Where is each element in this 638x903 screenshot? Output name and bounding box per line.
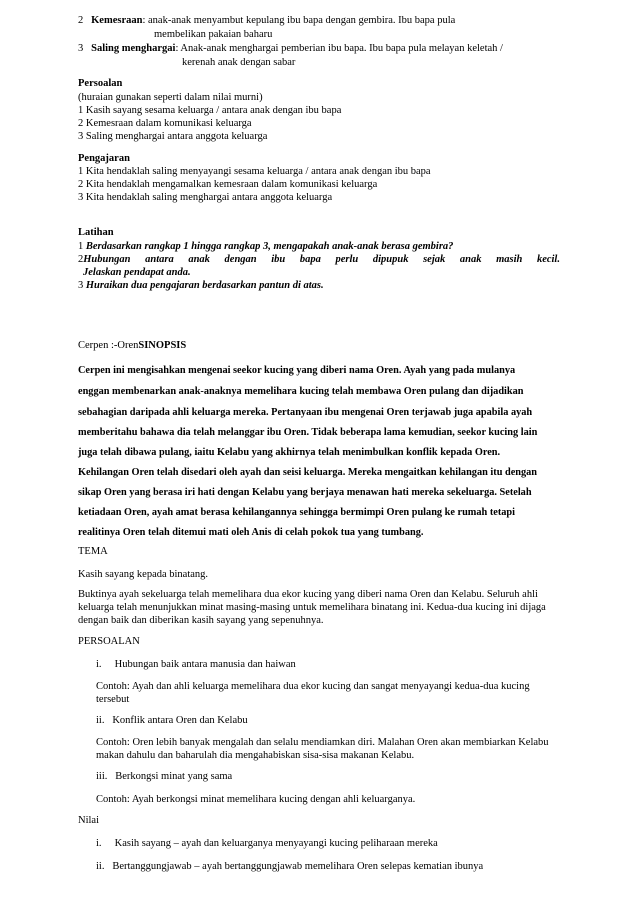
persoalan2-contoh: Contoh: Ayah dan ahli keluarga memelihara dua ekor kucing dan sangat menyayangi kedua-dua kucing <box>96 681 530 692</box>
synopsis-line: juga telah dibawa pulang, iaitu Kelabu yang akhirnya telah menimbulkan konflik kepada Oren. <box>78 447 501 458</box>
tema-paragraph-line: keluarga telah menunjukkan minat masing-masing untuk memelihara binatang ini. Kedua-dua kucing ini dijaga <box>78 602 546 613</box>
persoalan-note: (huraian gunakan seperti dalam nilai murni) <box>78 92 263 103</box>
persoalan2-contoh: Contoh: Ayah berkongsi minat memelihara kucing dengan ahli keluarganya. <box>96 794 416 805</box>
persoalan2-heading: PERSOALAN <box>78 636 140 647</box>
cerpen-title: Cerpen :-OrenSINOPSIS <box>78 340 187 351</box>
nilai-item: ii. Bertanggungjawab – ayah bertanggungjawab memelihara Oren selepas kematian ibunya <box>96 861 484 872</box>
nilai-list-item: 2 Kemesraan: anak-anak menyambut kepulang ibu bapa dengan gembira. Ibu bapa pula <box>78 15 456 26</box>
nilai-list-item: 3 Saling menghargai: Anak-anak menghargai pemberian ibu bapa. Ibu bapa pula melayan keletah / <box>78 43 503 54</box>
tema-text: Kasih sayang kepada binatang. <box>78 569 209 580</box>
persoalan-heading: Persoalan <box>78 78 123 89</box>
synopsis-line: memberitahu bahawa dia telah melanggar ibu Oren. Tidak beberapa lama kemudian, seekor kucing lain <box>78 427 538 438</box>
persoalan-item: 2 Kemesraan dalam komunikasi keluarga <box>78 118 252 129</box>
latihan-question-3: 3 Huraikan dua pengajaran berdasarkan pantun di atas. <box>78 280 324 291</box>
synopsis-line: Kehilangan Oren telah disedari oleh ayah dan seisi keluarga. Mereka mengaitkan kehilangan itu dengan <box>78 467 538 478</box>
latihan-question-2: 2Hubungan antara anak dengan ibu bapa perlu dipupuk sejak anak masih kecil. <box>78 254 560 265</box>
synopsis-line: enggan membenarkan anak-anaknya memelihara kucing telah membawa Oren pulang dan dijadikan <box>78 386 524 397</box>
nilai-heading: Nilai <box>78 815 99 826</box>
synopsis-line: sikap Oren yang berasa iri hati dengan Kelabu yang berjaya menawan hati mereka sekeluarga. Setelah <box>78 487 532 498</box>
pengajaran-item: 2 Kita hendaklah mengamalkan kemesraan dalam komunikasi keluarga <box>78 179 378 190</box>
persoalan2-item: i. Hubungan baik antara manusia dan haiwan <box>96 659 296 670</box>
persoalan2-contoh: Contoh: Oren lebih banyak mengalah dan selalu mendiamkan diri. Malahan Oren akan membiarkan Kelabu <box>96 737 549 748</box>
nilai-list-continuation: kerenah anak dengan sabar <box>182 57 296 68</box>
persoalan-item: 3 Saling menghargai antara anggota keluarga <box>78 131 268 142</box>
tema-heading: TEMA <box>78 546 108 557</box>
synopsis-line: ketiadaan Oren, ayah amat berasa kehilangannya sehingga bermimpi Oren pulang ke rumah tetapi <box>78 507 515 518</box>
synopsis-line: realitinya Oren telah ditemui mati oleh Anis di celah pokok tua yang tumbang. <box>78 527 424 538</box>
pengajaran-item: 3 Kita hendaklah saling menghargai antara anggota keluarga <box>78 192 333 203</box>
tema-paragraph-line: dengan baik dan diberikan kasih sayang yang sepenuhnya. <box>78 615 324 626</box>
tema-paragraph-line: Buktinya ayah sekeluarga telah memelihara dua ekor kucing yang diberi nama Oren dan Kelabu. Seluruh ahli <box>78 589 538 600</box>
persoalan-item: 1 Kasih sayang sesama keluarga / antara anak dengan ibu bapa <box>78 105 342 116</box>
nilai-list-continuation: membelikan pakaian baharu <box>154 29 273 40</box>
persoalan2-item: ii. Konflik antara Oren dan Kelabu <box>96 715 248 726</box>
synopsis-line: sebahagian daripada ahli keluarga mereka. Pertanyaan ibu mengenai Oren terjawab juga apabila ayah <box>78 407 533 418</box>
pengajaran-heading: Pengajaran <box>78 153 130 164</box>
persoalan2-contoh: tersebut <box>96 694 130 705</box>
latihan-question-1: 1 Berdasarkan rangkap 1 hingga rangkap 3, mengapakah anak-anak berasa gembira? <box>78 241 454 252</box>
latihan-question-2-continuation: Jelaskan pendapat anda. <box>83 267 191 278</box>
nilai-item: i. Kasih sayang – ayah dan keluarganya menyayangi kucing peliharaan mereka <box>96 838 438 849</box>
synopsis-line: Cerpen ini mengisahkan mengenai seekor kucing yang diberi nama Oren. Ayah yang pada mulanya <box>78 365 516 376</box>
persoalan2-contoh: makan dahulu dan baharulah dia mengahabiskan sisa-sisa makanan Kelabu. <box>96 750 415 761</box>
persoalan2-item: iii. Berkongsi minat yang sama <box>96 771 233 782</box>
latihan-heading: Latihan <box>78 227 114 238</box>
pengajaran-item: 1 Kita hendaklah saling menyayangi sesama keluarga / antara anak dengan ibu bapa <box>78 166 431 177</box>
